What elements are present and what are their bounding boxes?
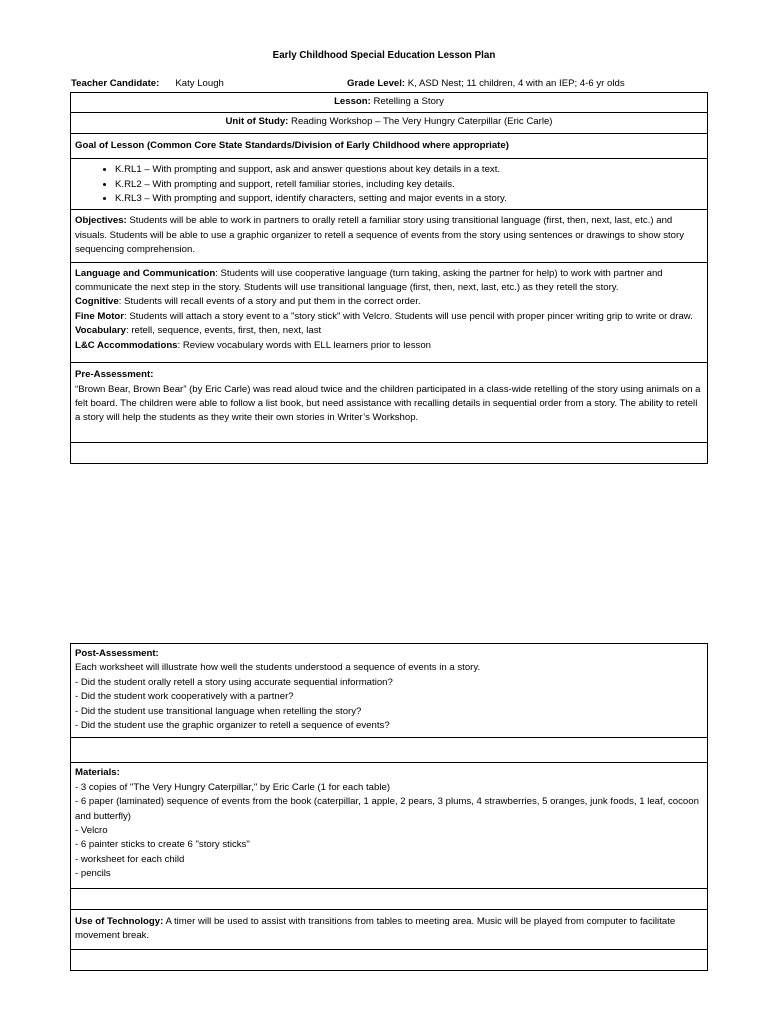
list-item: • K.RL2 – With prompting and support, retell familiar stories, including key details. — [115, 178, 703, 192]
lc-text: : Students will use cooperative language (turn taking, asking the partner for help) to work with partner and communicate the next step in the story. Students will use transitional language (first, then, next, last, etc.) as they retell the story. — [75, 267, 663, 294]
language-communication — [75, 267, 703, 296]
accommodations — [75, 339, 703, 353]
technology-label: Use of Technology: — [75, 915, 164, 927]
objectives-label: Objectives: — [75, 215, 127, 227]
unit-value: Reading Workshop – The Very Hungry Caterpillar (Eric Carle) — [288, 116, 553, 128]
list-item: - 6 paper (laminated) sequence of events from the book (caterpillar, 1 apple, 2 pears, 3 plums, 4 strawberries, 5 oranges, junk foods, 1 leaf, cocoon and butterfly) — [75, 796, 699, 822]
post-assessment-label: Post-Assessment: — [75, 648, 159, 659]
blank-row — [71, 737, 707, 762]
blank-row — [71, 949, 707, 970]
accommodations-text: : Review vocabulary words with ELL learners prior to lesson — [177, 339, 431, 351]
list-item: - Velcro — [75, 825, 108, 837]
list-item: • K.RL3 – With prompting and support, identify characters, setting and major events in a story. — [115, 192, 703, 206]
accommodations-label: L&C Accommodations — [75, 339, 178, 351]
cognitive — [75, 295, 703, 309]
cognitive-text: : Students will recall events of a story and put them in the correct order. — [118, 296, 421, 308]
pre-assessment-text: “Brown Bear, Brown Bear” (by Eric Carle) was read aloud twice and the children participated in a class-wide retelling of the story using animals on a felt board. The children were able to follow a list book, but need assistance with recalling details in sequential order from a story. The ability to retell a story will help the students as they write their own stories in Writer’s Workshop. — [75, 383, 701, 424]
vocabulary — [75, 324, 703, 338]
pre-assessment-label: Pre-Assessment: — [75, 369, 154, 381]
list-item: - 6 painter sticks to create 6 "story sticks" — [75, 839, 250, 851]
fine-motor-label: Fine Motor — [75, 310, 125, 322]
blank-row — [71, 442, 707, 463]
lesson-value: Retelling a Story — [370, 96, 444, 107]
list-item: - pencils — [75, 868, 111, 880]
technology-row — [71, 909, 707, 949]
objectives-row — [71, 209, 707, 261]
pre-assessment-row — [71, 362, 707, 442]
grade-value: K, ASD Nest; 11 children, 4 with an IEP; 4-6 yr olds — [405, 78, 625, 89]
lesson-row — [71, 93, 707, 112]
list-item: - 3 copies of "The Very Hungry Caterpillar," by Eric Carle (1 for each table) — [75, 781, 391, 793]
objectives-text: Students will be able to work in partners to orally retell a familiar story using transitional language (first, then, next, last, etc.) and visuals. Students will be able to use a graphic organizer to retell a sequence of events from the story using sentences or drawings to show story sequencing comprehension. — [75, 215, 684, 256]
lesson-plan-table-bottom — [70, 643, 708, 971]
teacher-info-line — [71, 77, 711, 91]
cognitive-label: Cognitive — [75, 296, 119, 308]
unit-row — [71, 112, 707, 132]
materials-heading — [75, 766, 703, 780]
goal-standards-row — [71, 158, 707, 209]
post-assessment-intro: Each worksheet will illustrate how well the students understood a sequence of events in a story. — [75, 662, 481, 674]
teacher-label: Teacher Candidate: — [71, 78, 160, 89]
domains-row — [71, 262, 707, 362]
fine-motor — [75, 310, 703, 324]
pre-assessment-heading — [75, 368, 703, 382]
document-title: Early Childhood Special Education Lesson Plan — [272, 50, 496, 61]
blank-row — [71, 888, 707, 909]
standards-list — [75, 163, 703, 206]
grade-level — [347, 77, 625, 91]
list-item: • K.RL1 – With prompting and support, ask and answer questions about key details in a text. — [115, 163, 703, 177]
list-item: - worksheet for each child — [75, 853, 185, 865]
list-item: - Did the student use the graphic organizer to retell a sequence of events? — [75, 720, 390, 732]
teacher-candidate — [71, 77, 224, 91]
technology-text: A timer will be used to assist with transitions from tables to meeting area. Music will be played from computer to facilitate movement break. — [75, 915, 676, 942]
fine-motor-text: : Students will attach a story event to a "story stick" with Velcro. Students will use pencil with proper pincer writing grip to write or draw. — [124, 310, 693, 322]
teacher-name: Katy Lough — [175, 78, 224, 89]
materials-label: Materials: — [75, 767, 120, 779]
vocabulary-text: : retell, sequence, events, first, then, next, last — [126, 325, 322, 337]
vocabulary-label: Vocabulary — [75, 325, 127, 337]
post-assessment-row — [71, 644, 707, 737]
materials-row — [71, 762, 707, 887]
list-item: - Did the student work cooperatively with a partner? — [75, 691, 294, 703]
list-item: - Did the student use transitional language when retelling the story? — [75, 705, 362, 717]
goal-heading: Goal of Lesson (Common Core State Standards/Division of Early Childhood where appropriate) — [75, 139, 509, 151]
grade-label: Grade Level: — [347, 78, 406, 89]
lesson-label: Lesson: — [334, 96, 371, 107]
list-item: - Did the student orally retell a story using accurate sequential information? — [75, 676, 393, 688]
lc-label: Language and Communication — [75, 267, 216, 279]
unit-label: Unit of Study: — [225, 116, 289, 128]
goal-heading-row — [71, 133, 707, 158]
post-assessment-heading — [75, 647, 703, 661]
lesson-plan-table-top — [70, 92, 708, 464]
